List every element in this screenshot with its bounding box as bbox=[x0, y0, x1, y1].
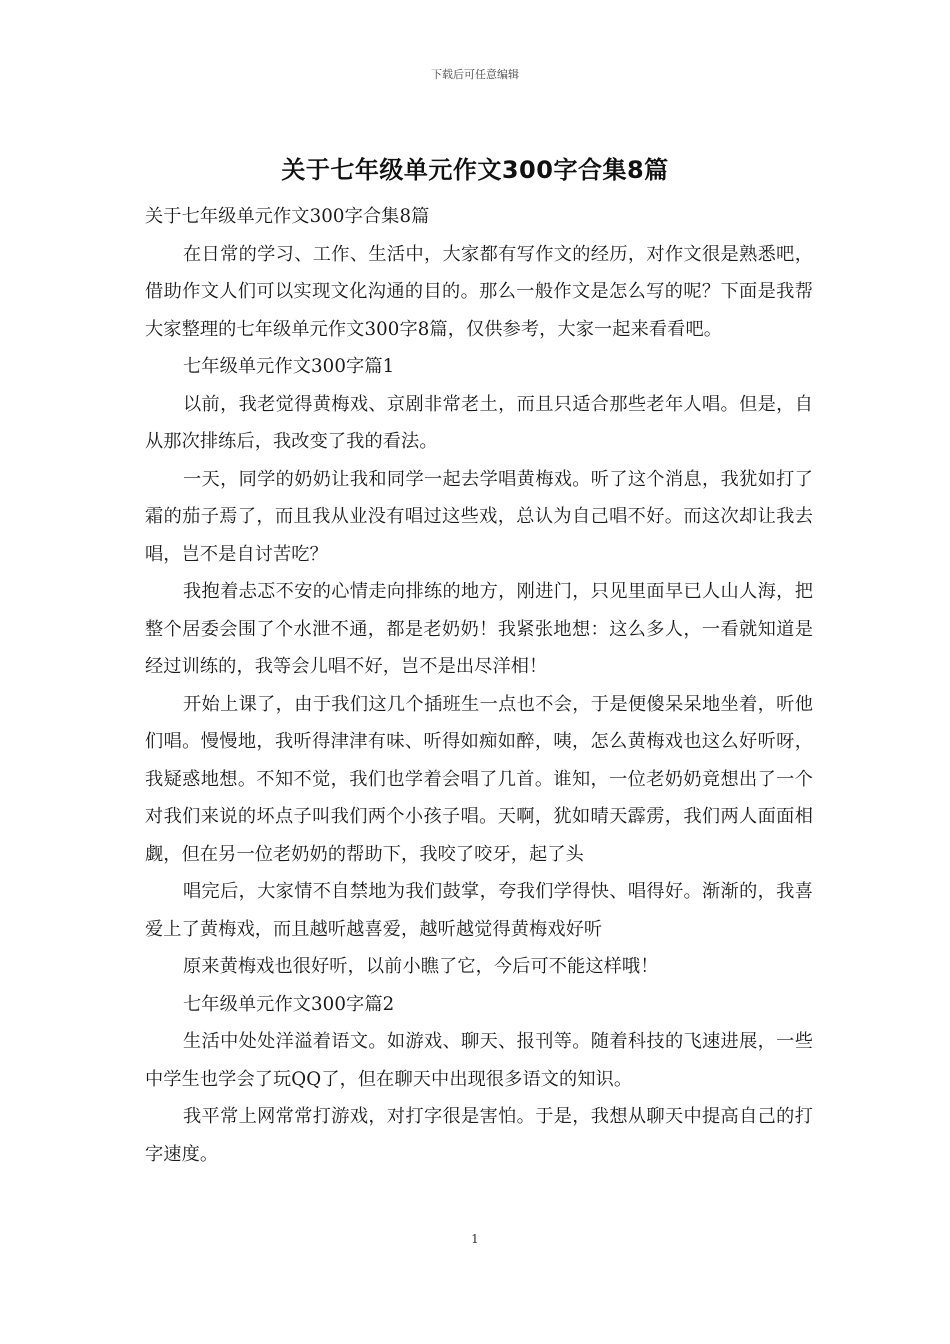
paragraph: 开始上课了，由于我们这几个插班生一点也不会，于是便傻呆呆地坐着，听他们唱。慢慢地，我听得津津有味、听得如痴如醉，咦，怎么黄梅戏也这么好听呀，我疑惑地想。不知不觉，我们也学着会唱了几首。谁知，一位老奶奶竟想出了一个对我们来说的坏点子叫我们两个小孩子唱。天啊，犹如晴天霹雳，我们两人面面相觑，但在另一位老奶奶的帮助下，我咬了咬牙，起了头 bbox=[145, 693, 813, 865]
paragraph: 生活中处处洋溢着语文。如游戏、聊天、报刊等。随着科技的飞速进展，一些中学生也学会了玩QQ了，但在聊天中出现很多语文的知识。 bbox=[145, 1031, 813, 1090]
section-heading-2: 七年级单元作文300字篇2 bbox=[183, 993, 395, 1015]
paragraph: 唱完后，大家情不自禁地为我们鼓掌，夸我们学得快、唱得好。渐渐的，我喜爱上了黄梅戏，而且越听越喜爱，越听越觉得黄梅戏好听 bbox=[145, 881, 813, 940]
paragraph: 一天，同学的奶奶让我和同学一起去学唱黄梅戏。听了这个消息，我犹如打了霜的茄子焉了，而且我从业没有唱过这些戏，总认为自己唱不好。而这次却让我去唱，岂不是自讨苦吃？ bbox=[145, 468, 813, 565]
section-heading-1: 七年级单元作文300字篇1 bbox=[183, 356, 395, 377]
document-subtitle: 关于七年级单元作文300字合集8篇 bbox=[145, 206, 430, 227]
document-body bbox=[145, 198, 813, 1173]
paragraph: 以前，我老觉得黄梅戏、京剧非常老土，而且只适合那些老年人唱。但是，自从那次排练后，我改变了我的看法。 bbox=[145, 393, 813, 452]
paragraph: 原来黄梅戏也很好听，以前小瞧了它，今后可不能这样哦！ bbox=[183, 956, 659, 977]
intro-paragraph: 在日常的学习、工作、生活中，大家都有写作文的经历，对作文很是熟悉吧，借助作文人们可以实现文化沟通的目的。那么一般作文是怎么写的呢？下面是我帮大家整理的七年级单元作文300字8篇，仅供参考，大家一起来看看吧。 bbox=[145, 243, 813, 340]
paragraph: 我平常上网常常打游戏，对打字很是害怕。于是，我想从聊天中提高自己的打字速度。 bbox=[145, 1106, 813, 1165]
page-number: 1 bbox=[471, 1232, 479, 1246]
paragraph: 我抱着忐忑不安的心情走向排练的地方，刚进门，只见里面早已人山人海，把整个居委会围了个水泄不通，都是老奶奶！我紧张地想：这么多人，一看就知道是经过训练的，我等会儿唱不好，岂不是出尽洋相！ bbox=[145, 581, 813, 677]
document-title: 关于七年级单元作文300字合集8篇 bbox=[281, 156, 669, 184]
page-header: 下载后可任意编辑 bbox=[431, 68, 519, 81]
